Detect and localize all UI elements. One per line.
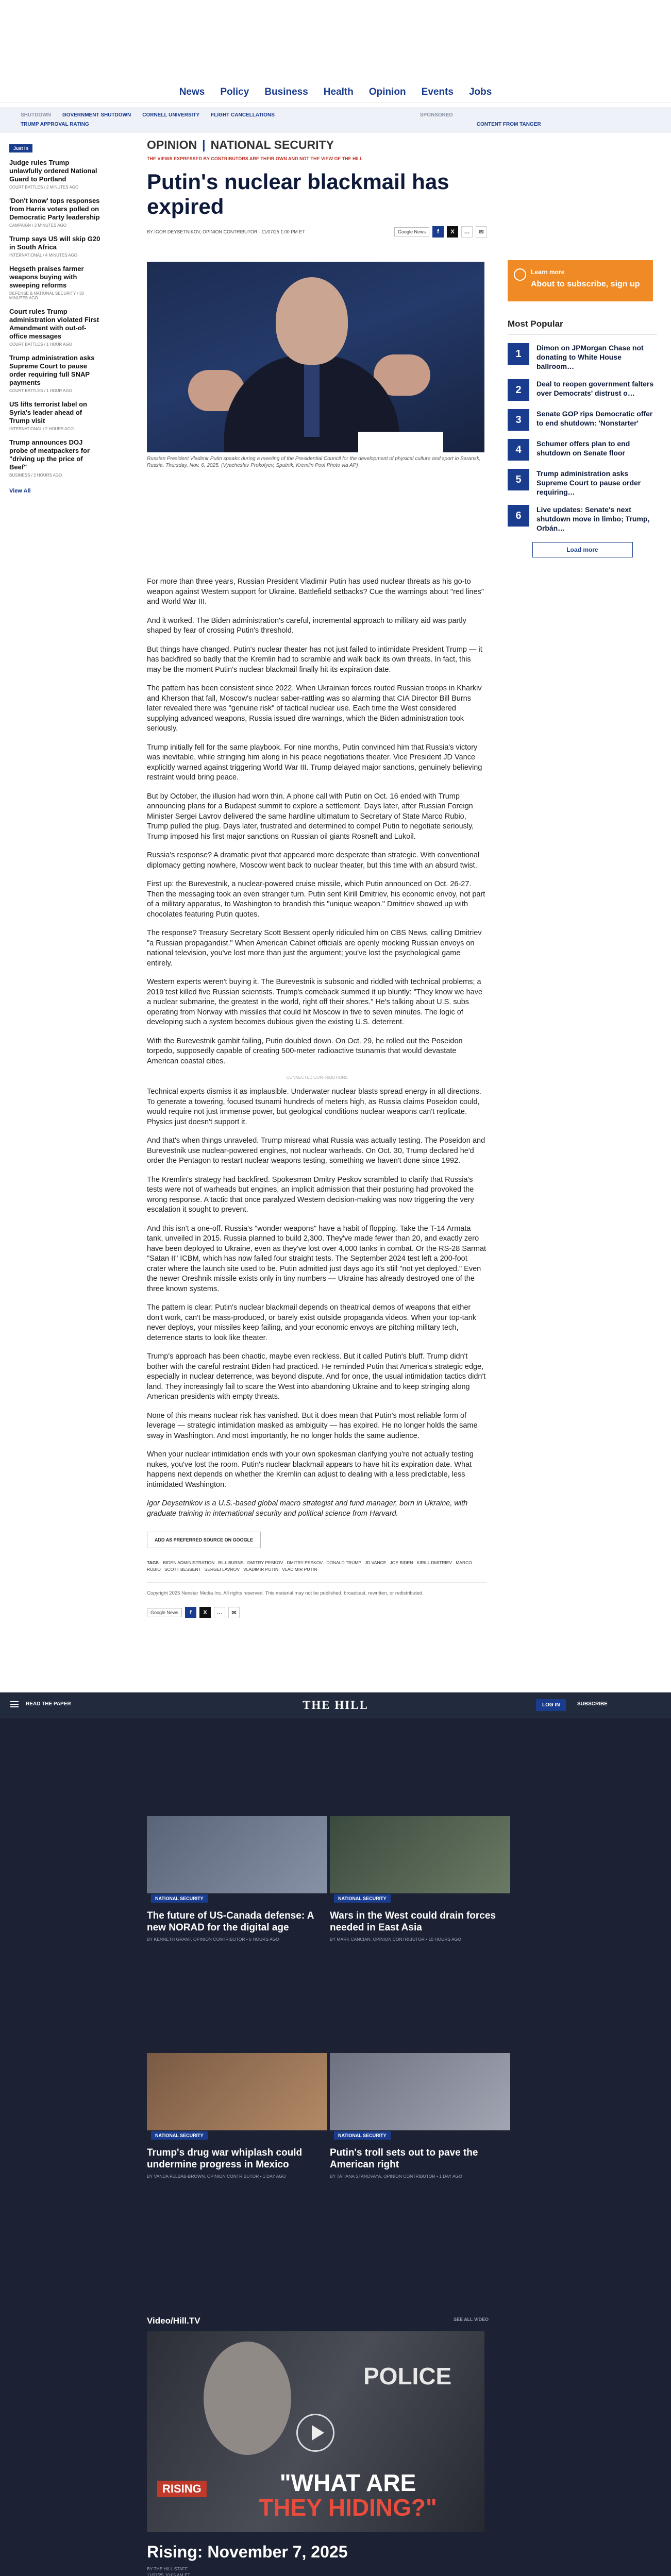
most-popular-title: Most Popular [508, 319, 657, 335]
list-item[interactable] [9, 354, 102, 393]
paragraph: And this isn't a one-off. Russia's "wonder weapons" have a habit of flopping. Take the T-14 Armata tank, unveiled in 2015. Russia planned to build 2,300. They've made fewer than 20, and exactly zero have been deployed to Ukraine, even as they've lost over 4,000 tanks in combat. Or the RS-28 Sarmat "Satan II" ICBM, which has now failed four straight tests. The September 2024 test left a 200-foot crater where the launch site used to be. Putin admitted just days ago it's still "not yet deployed." Even the newer Oreshnik missile exists only in tiny numbers — Ukraine has already destroyed one of the three known systems. [147, 1224, 487, 1293]
card-category[interactable]: NATIONAL SECURITY [151, 2131, 208, 2140]
breadcrumb-section[interactable]: OPINION [147, 138, 197, 151]
list-item[interactable] [508, 439, 657, 461]
tag-link[interactable]: SERGEI LAVROV [204, 1567, 240, 1572]
rail-item-meta: DEFENSE & NATIONAL SECURITY / 30 MINUTES AGO [9, 291, 84, 300]
list-item[interactable] [508, 469, 657, 497]
rank-badge: 1 [508, 343, 529, 365]
card-meta: BY TATIANA STANOVAYA, OPINION CONTRIBUTOR • 1 DAY AGO [330, 2174, 462, 2179]
video-headline-line2: THEY HIDING?" [259, 2494, 437, 2521]
paragraph: But by October, the illusion had worn thin. A phone call with Putin on Oct. 16 ended with Trump announcing plans for a Budapest summit to explore a settlement. Days later, after Russian Foreign Minister Sergei Lavrov delivered the same hardline ultimatum to Secretary of State Marco Rubio, Trump pulled the plug. Days later, frustrated and determined to compel Putin to negotiate seriously, Trump imposed his first major sanctions on Russian oil giants Rosneft and Lukoil. [147, 792, 474, 841]
tags-label: TAGS [147, 1560, 159, 1565]
just-in-badge: Just In [9, 144, 32, 152]
nav-opinion[interactable]: Opinion [368, 87, 406, 97]
most-popular-link[interactable]: Trump administration asks Supreme Court to pause order requiring… [536, 469, 641, 496]
video-player[interactable] [147, 2331, 484, 2532]
card-image[interactable] [330, 2053, 510, 2130]
video-author: BY THE HILL STAFF [147, 2566, 188, 2571]
rail-item-title[interactable]: Judge rules Trump unlawfully ordered National Guard to Portland [9, 159, 97, 183]
paragraph: But things have changed. Putin's nuclear theater has not just failed to intimidate President Trump — it has backfired so badly that the Kremlin had to scramble and walk back its own threats. In fact, this may be the moment Putin's nuclear blackmail finally hit its expiration date. [147, 645, 482, 674]
rail-item-title[interactable]: 'Don't know' tops responses from Harris voters polled on Democratic Party leadership [9, 197, 100, 221]
trending-label: SHUTDOWN [21, 112, 51, 118]
byline-row [147, 226, 487, 245]
video-overlay-text: POLICE [363, 2363, 452, 2389]
paragraph: The pattern is clear: Putin's nuclear blackmail depends on theatrical demos of weapons that either don't work, can't be mass-produced, or barely exist outside propaganda videos. When your top-tank never deploys, your missiles keep failing, and your economic envoys are pitching military tech, deterrence starts to look like theater. [147, 1303, 477, 1342]
sponsored-link[interactable]: CONTENT FROM TANGER [476, 122, 541, 127]
card-meta: BY VANDA FELBAB-BROWN, OPINION CONTRIBUTOR • 1 DAY AGO [147, 2174, 286, 2179]
paragraph: Technical experts dismiss it as implausible. Underwater nuclear blasts spread energy in all directions. To generate a towering, focused tsunami hundreds of meters high, as Russia claims Poseidon could, would require not just immense power, but geological conditions nuclear weapons can't replicate. Physics just doesn't support it. [147, 1088, 481, 1126]
image-overlay [358, 432, 443, 452]
paragraph: And that's when things unraveled. Trump misread what Russia was actually testing. The Poseidon and Burevestnik use nuclear-powered engines, not nuclear warheads. On Oct. 30, Trump declared he'd order the Pentagon to restart nuclear weapons testing, something we haven't done since 1992. [147, 1137, 485, 1165]
trending-link[interactable]: TRUMP APPROVAL RATING [21, 122, 89, 127]
nav-jobs[interactable]: Jobs [468, 87, 492, 97]
rank-badge: 2 [508, 379, 529, 401]
most-popular-link[interactable]: Schumer offers plan to end shutdown on Senate floor [536, 439, 630, 457]
story-card[interactable] [147, 1816, 327, 1942]
rail-item-title[interactable]: Trump administration asks Supreme Court to pause order requiring full SNAP payments [9, 354, 95, 386]
more-share-icon[interactable]: … [461, 226, 473, 238]
card-image[interactable] [147, 2053, 327, 2130]
list-item[interactable] [508, 343, 657, 371]
breadcrumb-subsection[interactable]: NATIONAL SECURITY [210, 138, 334, 151]
card-category[interactable]: NATIONAL SECURITY [334, 2131, 391, 2140]
paragraph: Western experts weren't buying it. The Burevestnik is subsonic and riddled with technical problems; a 2019 test killed five Russian scientists. Trump's comeback summed it up bluntly: "They know we have a nuclear submarine, the greatest in the world, right off their shores." He's talking about U.S. subs operating from Norway with missiles that could hit Moscow in five to seven minutes. The logic of developing such a system becomes dubious given the existing U.S. deterrent. [147, 978, 483, 1026]
subscribe-link[interactable]: SUBSCRIBE [577, 1701, 608, 1707]
read-paper-link[interactable]: READ THE PAPER [26, 1701, 71, 1707]
rail-item-title[interactable]: US lifts terrorist label on Syria's leader ahead of Trump visit [9, 400, 87, 425]
rail-item-meta: CAMPAIGN / 2 MINUTES AGO [9, 223, 66, 228]
image-caption: Russian President Vladimir Putin speaks during a meeting of the Presidential Council for the development of physical culture and sport in Saransk, Russia, Thursday, Nov. 6, 2025. (Vyacheslav Prokofyev, Sputnik, Kremlin Pool Photo via AP) [147, 456, 481, 468]
rank-badge: 4 [508, 439, 529, 461]
nav-health[interactable]: Health [323, 87, 354, 97]
paragraph: Trump initially fell for the same playbook. For nine months, Putin convinced him that Russia's victory was inevitable, while stringing him along in his peace negotiations theater. Vice President JD Vance explicitly warned against triggering World War III. Trump delayed major sanctions, genuinely believing restraint would bring peace. [147, 743, 482, 782]
promo-label: Learn more [531, 268, 565, 276]
video-date: 11/07/25 10:05 AM ET [147, 2572, 190, 2576]
tag-link[interactable]: BILL BURNS [218, 1560, 244, 1565]
top-navigation [0, 0, 671, 103]
rail-item-meta: COURT BATTLES / 1 HOUR AGO [9, 388, 72, 393]
video-title[interactable]: Rising: November 7, 2025 [147, 2543, 348, 2561]
rail-item-meta: INTERNATIONAL / 2 HOURS AGO [9, 427, 74, 431]
list-item[interactable] [508, 505, 657, 533]
rail-item-title[interactable]: Trump says US will skip G20 in South Africa [9, 235, 100, 251]
tag-link[interactable]: BIDEN ADMINISTRATION [163, 1560, 215, 1565]
rail-item-title[interactable]: Court rules Trump administration violated First Amendment with out-of-office messages [9, 308, 99, 340]
tags [147, 1560, 487, 1573]
tag-link[interactable]: DMITRY PESKOV [247, 1560, 283, 1565]
most-popular-link[interactable]: Deal to reopen government falters over Democrats' distrust o… [536, 380, 654, 397]
trending-link[interactable]: FLIGHT CANCELLATIONS [211, 112, 275, 118]
list-item[interactable] [9, 235, 102, 258]
copyright: Copyright 2025 Nexstar Media Inc. All rights reserved. This material may not be published, broadcast, rewritten, or redistributed. [147, 1582, 487, 1597]
rank-badge: 3 [508, 409, 529, 431]
hero-shape [276, 277, 348, 365]
x-icon[interactable]: X [199, 1607, 211, 1618]
list-item[interactable] [9, 265, 102, 300]
bell-icon [514, 268, 526, 281]
load-more-button[interactable]: Load more [532, 542, 633, 557]
video-show-badge: RISING [157, 2481, 207, 2497]
most-popular-link[interactable]: Live updates: Senate's next shutdown move in limbo; Trump, Orbán… [536, 505, 650, 532]
paragraph: The pattern has been consistent since 2022. When Ukrainian forces routed Russian troops in Kharkiv and Kherson that fall, Moscow's nuclear saber-rattling was so alarming that CIA Director Bill Burns later revealed there was "genuine risk" of tactical nuclear use. Each time the West considered supplying advanced weapons, Russia issued dire warnings, which the Biden administration took seriously. [147, 684, 482, 733]
rail-item-meta: BUSINESS / 2 HOURS AGO [9, 473, 62, 478]
nav-events[interactable]: Events [421, 87, 454, 97]
tag-link[interactable]: MARCO RUBIO [147, 1560, 472, 1572]
card-image[interactable] [330, 1816, 510, 1893]
tag-link[interactable]: VLADIMIR PUTIN [282, 1567, 317, 1572]
paragraph: Russia's response? A dramatic pivot that appeared more desperate than strategic. With conventional diplomacy getting nowhere, Moscow went back to nuclear theater, but this time with an absurd twist. [147, 851, 480, 870]
hero-shape [304, 360, 320, 437]
video-meta [147, 2566, 190, 2576]
play-icon[interactable] [296, 2414, 334, 2452]
paragraph: When your nuclear intimidation ends with your own spokesman clarifying you're not actually testing nukes, you've lost the room. Putin's nuclear blackmail appears to have hit its expiration date. What happens next depends on whether the Kremlin can adjust to dealing with a less predictable, less intimidated Washington. [147, 1450, 474, 1489]
nav-news[interactable]: News [179, 87, 205, 97]
list-item[interactable] [508, 379, 657, 401]
primary-nav [0, 87, 671, 98]
right-rail [508, 260, 657, 557]
rail-item-meta: INTERNATIONAL / 4 MINUTES AGO [9, 253, 78, 258]
subscribe-promo[interactable] [508, 260, 653, 301]
just-in-rail [9, 143, 102, 494]
paragraph: First up: the Burevestnik, a nuclear-powered cruise missile, which Putin announced on Oct. 26-27. Then the messaging took an even stranger turn. Putin sent Kirill Dmitriev, his economic envoy, not part of a military apparatus, to Washington to brandish this "unique weapon." Dmitriev showed up with chocolates featuring Putin quotes. [147, 880, 485, 919]
list-item[interactable] [9, 197, 102, 228]
rank-badge: 5 [508, 469, 529, 490]
video-headline [234, 2470, 461, 2520]
trending-link[interactable]: CORNELL UNIVERSITY [142, 112, 200, 118]
google-news-button[interactable]: Google News [147, 1608, 182, 1617]
email-icon[interactable]: ✉ [228, 1607, 240, 1618]
tag-link[interactable]: SCOTT BESSENT [164, 1567, 201, 1572]
article-body [147, 577, 487, 1519]
card-image[interactable] [147, 1816, 327, 1893]
tag-link[interactable]: JD VANCE [364, 1560, 387, 1565]
card-title[interactable]: Wars in the West could drain forces needed in East Asia [330, 1910, 496, 1933]
facebook-icon[interactable]: f [432, 226, 444, 238]
video-headline-line1: "WHAT ARE [279, 2469, 416, 2496]
paragraph: And it worked. The Biden administration's careful, incremental approach to military aid was partly shaped by fear of crossing Putin's threshold. [147, 616, 466, 635]
footer-section [0, 1692, 671, 2576]
view-all-link[interactable]: View All [9, 488, 31, 494]
google-news-button[interactable]: Google News [394, 227, 429, 236]
x-icon[interactable]: X [447, 226, 458, 238]
rail-item-meta: COURT BATTLES / 2 MINUTES AGO [9, 185, 79, 190]
footer-header-bar [0, 1692, 671, 1718]
card-category[interactable]: NATIONAL SECURITY [151, 1894, 208, 1903]
list-item[interactable] [9, 159, 102, 190]
card-category[interactable]: NATIONAL SECURITY [334, 1894, 391, 1903]
opinion-disclaimer: THE VIEWS EXPRESSED BY CONTRIBUTORS ARE THEIR OWN AND NOT THE VIEW OF THE HILL [147, 156, 363, 161]
list-item[interactable] [508, 409, 657, 431]
breadcrumb-separator: | [202, 138, 206, 151]
paragraph: None of this means nuclear risk has vanished. But it does mean that Putin's most reliable form of leverage — strategic intimidation masked as ambiguity — has expired. He no longer holds the same sway in Washington. And most importantly, he no longer holds the same audience. [147, 1411, 478, 1440]
trending-link[interactable]: GOVERNMENT SHUTDOWN [62, 112, 131, 118]
video-section-title: Video/Hill.TV [147, 2316, 200, 2326]
paragraph: Trump's approach has been chaotic, maybe even reckless. But it called Putin's bluff. Trump didn't bother with the careful restraint Biden had practiced. He reminded Putin that America's strategic edge, especially in nuclear deterrence, was beyond dispute. And for once, the usual intimidation tactics didn't land. They increasingly fail to scare the West into abandoning Ukraine and to keep stringing along American presidents with empty threats. [147, 1352, 486, 1401]
rail-item-meta: COURT BATTLES / 1 HOUR AGO [9, 342, 72, 347]
list-item[interactable] [9, 438, 102, 478]
more-share-icon[interactable]: … [214, 1607, 225, 1618]
rail-item-title[interactable]: Hegseth praises farmer weapons buying with sweeping reforms [9, 265, 84, 289]
page-title: Putin's nuclear blackmail has expired [147, 170, 449, 218]
tag-link[interactable]: JOE BIDEN [390, 1560, 413, 1565]
author-bio: Igor Deysetnikov is a U.S.-based global macro strategist and fund manager, born in Ukraine, with graduate training in international security and political science from Harvard. [147, 1499, 468, 1518]
card-meta: BY MARK CANCIAN, OPINION CONTRIBUTOR • 10 HOURS AGO [330, 1937, 461, 1942]
tag-link[interactable]: DMITRY PESKOV [287, 1560, 323, 1565]
promo-text: About to subscribe, sign up [531, 280, 640, 289]
rank-badge: 6 [508, 505, 529, 527]
story-card[interactable] [330, 2053, 510, 2179]
paragraph: The response? Treasury Secretary Scott Bessent openly ridiculed him on CBS News, calling Dmitriev "a Russian propagandist." When American Cabinet officials are openly mocking Russian envoys on national television, you've lost more than just the argument; you've lost the psychological game entirely. [147, 929, 482, 968]
share-toolbar [394, 226, 487, 238]
rail-item-title[interactable]: Trump announces DOJ probe of meatpackers for "driving up the price of Beef" [9, 438, 90, 471]
paragraph: For more than three years, Russian President Vladimir Putin has used nuclear threats as his go-to weapon against Western support for Ukraine. Battlefield setbacks? Cue the warnings about "red lines" and World War III. [147, 578, 484, 606]
tag-link[interactable]: KIRILL DMITRIEV [416, 1560, 452, 1565]
tag-link[interactable]: DONALD TRUMP [326, 1560, 361, 1565]
preferred-source-button[interactable]: ADD AS PREFERRED SOURCE ON GOOGLE [147, 1532, 261, 1548]
story-card[interactable] [330, 1816, 510, 1942]
nav-business[interactable]: Business [264, 87, 308, 97]
paragraph: With the Burevestnik gambit failing, Putin doubled down. On Oct. 29, he rolled out the Poseidon torpedo, supposedly capable of creating 500-meter radioactive tsunamis that would devastate American coastal cities. [147, 1037, 463, 1065]
paragraph: The Kremlin's strategy had backfired. Spokesman Dmitry Peskov scrambled to clarify that Russia's tests were not of warheads but engines, an implicit admission that their posturing had provoked the wrong response. A tactic that once paralyzed Western decision-making was now triggering the very escalation it sought to prevent. [147, 1175, 474, 1214]
tag-link[interactable]: VLADIMIR PUTIN [243, 1567, 279, 1572]
login-button[interactable]: LOG IN [536, 1699, 566, 1711]
site-logo[interactable]: THE HILL [303, 1699, 368, 1711]
nav-policy[interactable]: Policy [220, 87, 249, 97]
sponsored-label: SPONSORED [420, 112, 453, 118]
email-icon[interactable]: ✉ [476, 226, 487, 238]
story-card[interactable] [147, 2053, 327, 2179]
breadcrumb [147, 138, 487, 152]
ad-slot [147, 469, 484, 577]
card-meta: BY KENNETH GRANT, OPINION CONTRIBUTOR • 6 HOURS AGO [147, 1937, 279, 1942]
article [147, 138, 487, 1618]
card-title[interactable]: The future of US-Canada defense: A new NORAD for the digital age [147, 1910, 314, 1933]
list-item[interactable] [9, 400, 102, 431]
card-title[interactable]: Trump's drug war whiplash could undermine progress in Mexico [147, 2147, 303, 2170]
related-label: CONNECTED CONTRIBUTIONS [286, 1075, 348, 1080]
share-toolbar-bottom [147, 1607, 487, 1618]
see-all-video-link[interactable]: SEE ALL VIDEO [454, 2317, 489, 2322]
video-thumbnail-shape [204, 2342, 291, 2455]
card-title[interactable]: Putin's troll sets out to pave the American right [330, 2147, 478, 2170]
most-popular-link[interactable]: Senate GOP rips Democratic offer to end shutdown: 'Nonstarter' [536, 410, 653, 427]
trending-bar [0, 107, 671, 133]
hero-image [147, 262, 484, 452]
most-popular-link[interactable]: Dimon on JPMorgan Chase not donating to White House ballroom… [536, 344, 644, 370]
facebook-icon[interactable]: f [185, 1607, 196, 1618]
list-item[interactable] [9, 308, 102, 347]
byline: BY IGOR DEYSETNIKOV, OPINION CONTRIBUTOR - 11/07/25 1:00 PM ET [147, 229, 305, 234]
